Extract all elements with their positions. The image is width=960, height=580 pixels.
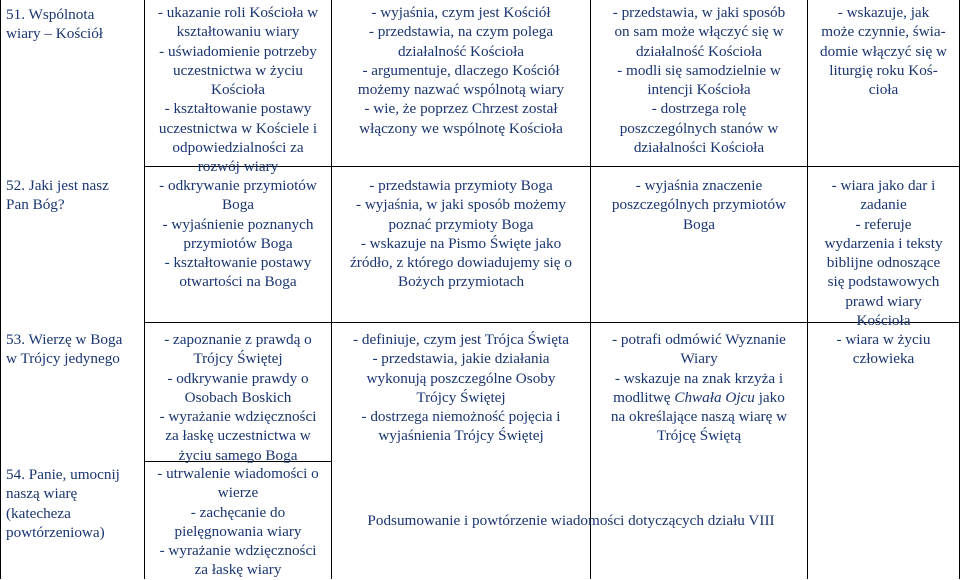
topic-52: 52. Jaki jest nasz Pan Bóg? xyxy=(6,177,109,214)
attitudes-53: - wiara w życiu człowieka xyxy=(836,331,931,368)
topic-53: 53. Wierzę w Boga w Trójcy jedynego xyxy=(6,331,123,368)
topic-54: 54. Panie, umocnij naszą wiarę (katecheza powtórzeniowa) xyxy=(6,466,120,541)
basic-51: - wyjaśnia, czym jest Kościół - przedstawia, na czym polega działalność Kościoła - argumentuje, dlaczego Kościół możemy nazwać wspólnotą wiary - wie, że poprzez Chrzest został włączony we wspólnotę Kościoła xyxy=(357,4,565,137)
basic-52: - przedstawia przymioty Boga - wyjaśnia, w jaki sposób możemy poznać przymioty Boga - wskazuje na Pismo Święte jako źródło, z którego dowiadujemy się o Bożych przymiotach xyxy=(350,177,572,291)
attitudes-52: - wiara jako dar i zadanie - referuje wydarzenia i teksty biblijne odnoszące się podstawowych prawd wiary Kościoła xyxy=(824,177,943,330)
topic-51: 51. Wspólnota wiary – Kościół xyxy=(6,6,104,43)
extended-51: - przedstawia, w jaki sposób on sam może włączyć się w działalność Kościoła - modli się samodzielnie w intencji Kościoła - dostrzega rolę poszczególnych stanów w działalności Kościoła xyxy=(612,4,786,157)
table-vline xyxy=(0,0,1,579)
extended-53-prayer-line: modlitwę Chwała Ojcu jako xyxy=(613,388,785,406)
basic-53: - definiuje, czym jest Trójca Święta - przedstawia, jakie działania wykonują poszczególne Osoby Trójcy Świętej - dostrzega niemożność pojęcia i wyjaśnienia Trójcy Świętej xyxy=(353,331,569,445)
extended-53: - potrafi odmówić Wyznanie Wiary - wskazuje na znak krzyża i modlitwę Chwała Ojcu jako na określające naszą wiarę w Trójcę Świętą xyxy=(591,330,807,446)
goals-51: - ukazanie roli Kościoła w kształtowaniu wiary - uświadomienie potrzeby uczestnictwa w życiu Kościoła - kształtowanie postawy uczestnictwa w Kościele i odpowiedzialności za rozwój wiary xyxy=(157,4,319,176)
prayer-title: Chwała Ojcu xyxy=(674,388,755,406)
goals-53: - zapoznanie z prawdą o Trójcy Świętej - odkrywanie prawdy o Osobach Boskich - wyrażanie wdzięczności za łaskę uczestnictwa w życiu samego Boga xyxy=(159,331,317,464)
extended-52: - wyjaśnia znaczenie poszczególnych przymiotów Boga xyxy=(611,177,787,233)
attitudes-51: - wskazuje, jak może czynnie, świa- domie włączyć się w liturgię roku Koś- cioła xyxy=(820,4,947,99)
goals-54: - utrwalenie wiadomości o wierze - zachęcanie do pielęgnowania wiary - wyrażanie wdzięczności za łaskę wiary xyxy=(157,465,319,579)
summary-text: Podsumowanie i powtórzenie wiadomości dotyczących działu VIII xyxy=(367,512,775,529)
goals-52: - odkrywanie przymiotów Boga - wyjaśnienie poznanych przymiotów Boga - kształtowanie postawy otwartości na Boga xyxy=(159,177,317,291)
